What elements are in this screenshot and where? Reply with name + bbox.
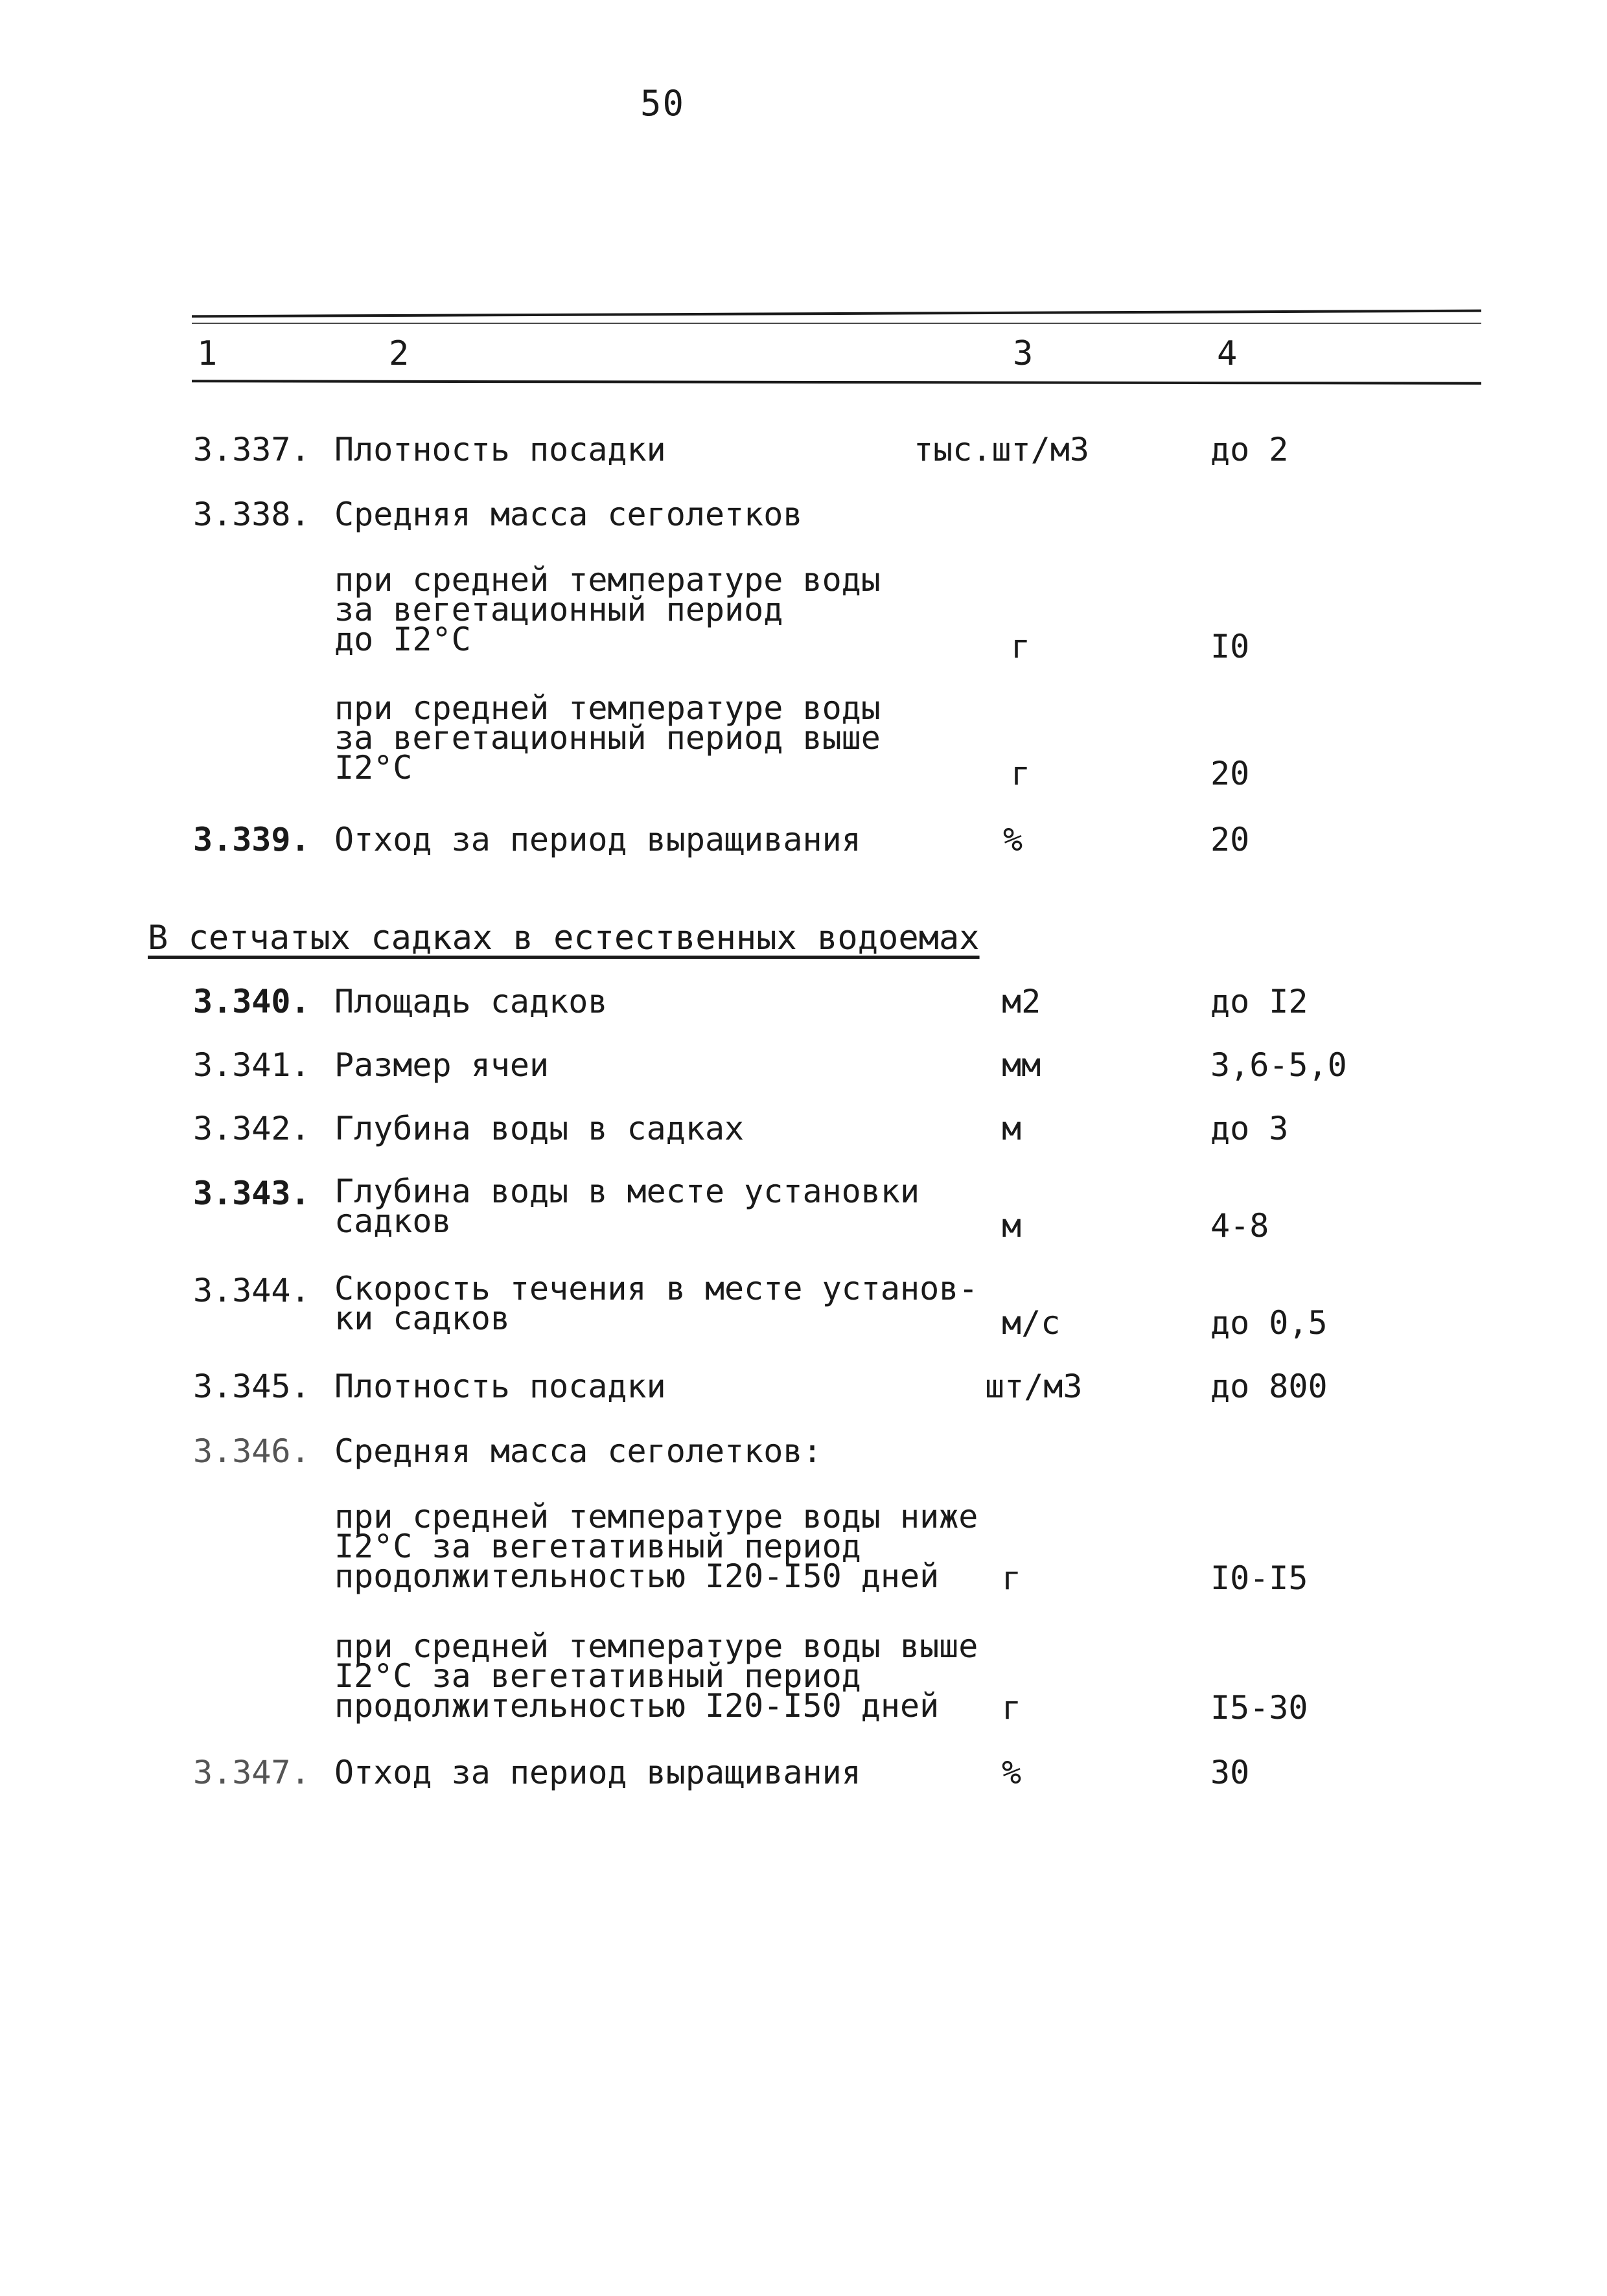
row-unit: г (1002, 1689, 1022, 1727)
row-description: Скорость течения в месте установ- ки садков (334, 1270, 978, 1337)
row-unit: г (1011, 755, 1031, 792)
column-header-2: 2 (389, 334, 410, 373)
row-unit: тыс.шт/м3 (914, 431, 1089, 468)
row-description: Площадь садков (334, 983, 608, 1020)
page-number: 50 (640, 83, 686, 124)
row-description: Глубина воды в месте установки садков (334, 1173, 920, 1240)
row-value: I5-30 (1210, 1689, 1308, 1727)
row-number: 3.341. (193, 1046, 310, 1084)
row-value: I0 (1210, 628, 1250, 665)
row-value: 20 (1210, 821, 1250, 858)
row-value: I0-I5 (1210, 1559, 1308, 1597)
row-number: 3.343. (193, 1175, 310, 1212)
row-description: при средней температуре воды за вегетационный период до I2°C (334, 561, 881, 658)
row-value: 4-8 (1210, 1207, 1269, 1245)
row-unit: % (1002, 1754, 1022, 1791)
row-unit: м2 (1002, 983, 1041, 1020)
column-header-4: 4 (1217, 334, 1238, 373)
row-description: Средняя масса сеголетков: (334, 1432, 822, 1470)
row-description: Отход за период выращивания (334, 821, 861, 858)
row-unit: % (1003, 821, 1023, 858)
section-title: В сетчатых садках в естественных водоемах (148, 919, 980, 958)
row-description: при средней температуре воды ниже I2°C за вегетативный период продолжительностью I20-I50 дней (334, 1498, 978, 1595)
row-value: 20 (1210, 755, 1250, 792)
row-unit: м (1002, 1207, 1022, 1245)
row-value: до 3 (1210, 1110, 1289, 1147)
row-number: 3.346. (193, 1432, 310, 1470)
row-unit: г (1011, 628, 1031, 665)
row-number: 3.337. (193, 431, 310, 468)
row-description: Отход за период выращивания (334, 1754, 861, 1791)
row-number: 3.342. (193, 1110, 310, 1147)
column-header-1: 1 (197, 334, 218, 373)
row-description: Плотность посадки (334, 431, 666, 468)
row-unit: м (1002, 1110, 1022, 1147)
row-value: до 2 (1210, 431, 1289, 468)
row-number: 3.339. (193, 821, 310, 858)
row-description: при средней температуре воды за вегетационный период выше I2°C (334, 689, 881, 786)
row-unit: г (1002, 1559, 1022, 1597)
row-unit: мм (1002, 1046, 1041, 1084)
row-description: при средней температуре воды выше I2°C за вегетативный период продолжительностью I20-I50 дней (334, 1627, 978, 1725)
row-description: Средняя масса сеголетков (334, 496, 803, 533)
row-number: 3.345. (193, 1368, 310, 1405)
row-value: до I2 (1210, 983, 1308, 1020)
row-description: Плотность посадки (334, 1368, 666, 1405)
row-number: 3.347. (193, 1754, 310, 1791)
row-description: Глубина воды в садках (334, 1110, 745, 1147)
table-top-rule (192, 310, 1481, 318)
table-header-rule (192, 380, 1481, 384)
row-unit: шт/м3 (985, 1368, 1083, 1405)
column-header-3: 3 (1013, 334, 1034, 373)
row-value: до 0,5 (1210, 1304, 1328, 1342)
row-unit: м/с (1002, 1304, 1061, 1342)
row-description: Размер ячеи (334, 1046, 549, 1084)
row-number: 3.338. (193, 496, 310, 533)
row-number: 3.340. (193, 983, 310, 1020)
table-top-rule-thin (192, 323, 1481, 324)
row-number: 3.344. (193, 1272, 310, 1309)
row-value: до 800 (1210, 1368, 1328, 1405)
row-value: 30 (1210, 1754, 1250, 1791)
row-value: 3,6-5,0 (1210, 1046, 1347, 1084)
